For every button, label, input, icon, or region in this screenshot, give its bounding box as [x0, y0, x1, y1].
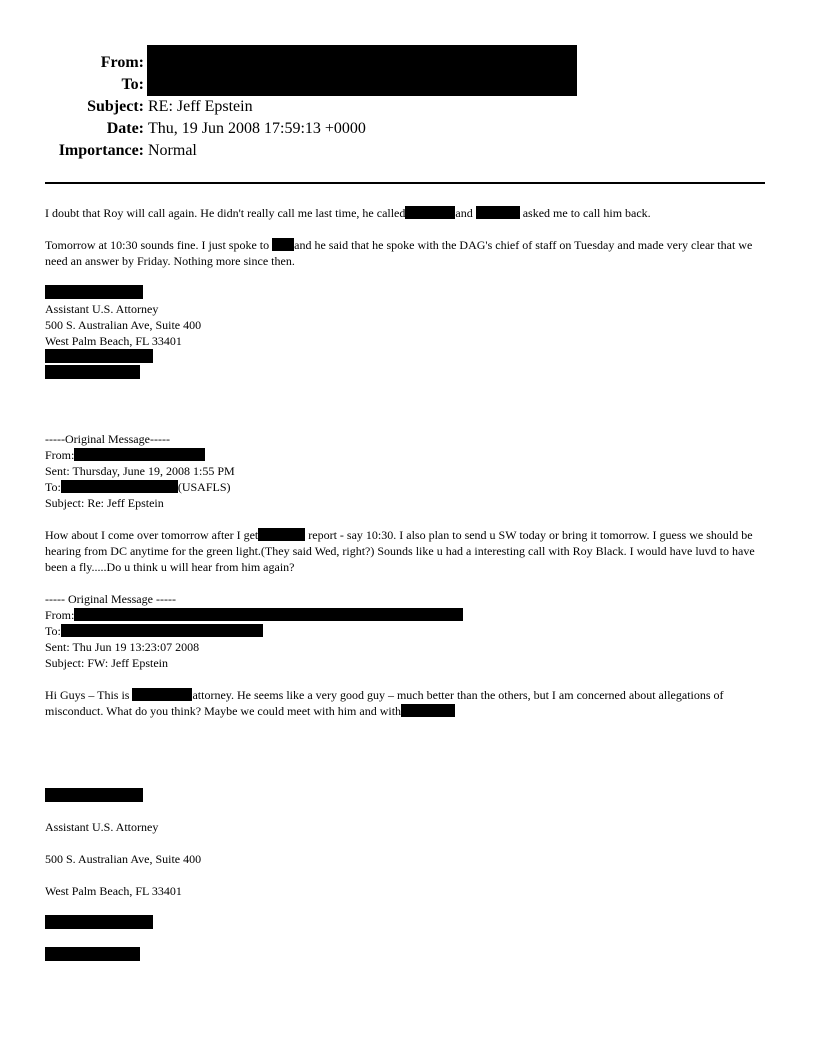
original1-subject: Subject: Re: Jeff Epstein: [45, 496, 164, 510]
redacted-sender: [74, 448, 205, 461]
signature1-address-line2: West Palm Beach, FL 33401: [45, 334, 182, 348]
original2-body-part-b: attorney. He seems like a very good guy – much better than the others, but I am concerned about allegations of misconduct. What do you think? Maybe we could meet with him and with: [45, 688, 724, 718]
body-p2-part-a: Tomorrow at 10:30 sounds fine. I just spoke to: [45, 238, 273, 252]
body-p1-part-c: asked me to call him back.: [519, 206, 651, 220]
redacted-name: [405, 206, 455, 219]
original2-sent: Sent: Thu Jun 19 13:23:07 2008: [45, 640, 200, 654]
signature2-address-line2: West Palm Beach, FL 33401: [45, 884, 182, 898]
header-subject-label: Subject:: [87, 98, 144, 115]
header-importance-row: [0, 140, 816, 162]
header-subject-row: [0, 96, 816, 118]
original1-to-suffix: (USAFLS): [177, 480, 231, 494]
original2-divider: ----- Original Message -----: [45, 592, 176, 606]
signature1-title: Assistant U.S. Attorney: [45, 302, 159, 316]
redacted-sender: [74, 608, 463, 621]
body-paragraph-1: [45, 205, 651, 221]
redacted-signature-phone: [45, 349, 153, 363]
original2-from-row: [45, 607, 463, 623]
original1-to-label: To:: [45, 480, 61, 494]
header-date-label: Date:: [106, 120, 144, 137]
redacted-name: [132, 688, 192, 701]
header-date-value: Thu, 19 Jun 2008 17:59:13 +0000: [148, 120, 366, 137]
original1-body-part-b: report - say 10:30. I also plan to send u SW today or bring it tomorrow. I guess we should be hearing from DC anytime for the green light.(They said Wed, right?) Sounds like u had a interesting call with Roy Black. I would have luvd to have been a fly.....Do u think u will hear from him again?: [45, 528, 755, 574]
redacted-signature-phone: [45, 915, 153, 929]
signature2-title: Assistant U.S. Attorney: [45, 820, 159, 834]
redacted-signature-name: [45, 285, 143, 299]
original1-from-label: From:: [45, 448, 75, 462]
original1-to-row: [45, 479, 231, 495]
redacted-recipient: [61, 480, 178, 493]
redacted-header-recipients: [147, 45, 577, 96]
original2-body-part-a: Hi Guys – This is: [45, 688, 133, 702]
redacted-signature-name: [45, 788, 143, 802]
header-from-label: From:: [100, 54, 144, 71]
redacted-name: [476, 206, 520, 219]
signature2-address-line1: 500 S. Australian Ave, Suite 400: [45, 852, 202, 866]
header-to-label: To:: [121, 76, 144, 93]
header-importance-label: Importance:: [58, 142, 144, 159]
original1-divider: -----Original Message-----: [45, 432, 170, 446]
redacted-name: [272, 238, 294, 251]
redacted-name: [258, 528, 305, 541]
header-divider: [45, 182, 765, 184]
redacted-name: [401, 704, 455, 717]
redacted-signature-email: [45, 365, 140, 379]
header-subject-value: RE: Jeff Epstein: [148, 98, 253, 115]
original2-to-row: [45, 623, 263, 639]
redacted-recipient: [61, 624, 263, 637]
original2-subject: Subject: FW: Jeff Epstein: [45, 656, 168, 670]
body-p1-part-b: and: [455, 206, 473, 220]
original1-sent: Sent: Thursday, June 19, 2008 1:55 PM: [45, 464, 235, 478]
body-p2-part-b: and he said that he spoke with the DAG's chief of staff on Tuesday and made very clear that we need an answer by Friday. Nothing more since then.: [45, 238, 753, 268]
body-paragraph-2: [45, 237, 767, 269]
original1-from-row: [45, 447, 205, 463]
original2-from-label: From:: [45, 608, 75, 622]
original1-body-part-a: How about I come over tomorrow after I get: [45, 528, 259, 542]
original2-body: [45, 687, 767, 719]
header-importance-value: Normal: [148, 142, 197, 159]
redacted-signature-email: [45, 947, 140, 961]
original1-body: [45, 527, 767, 575]
signature1-address-line1: 500 S. Australian Ave, Suite 400: [45, 318, 202, 332]
header-date-row: [0, 118, 816, 140]
body-p1-part-a: I doubt that Roy will call again. He didn't really call me last time, he called: [45, 206, 406, 220]
original2-to-label: To:: [45, 624, 61, 638]
